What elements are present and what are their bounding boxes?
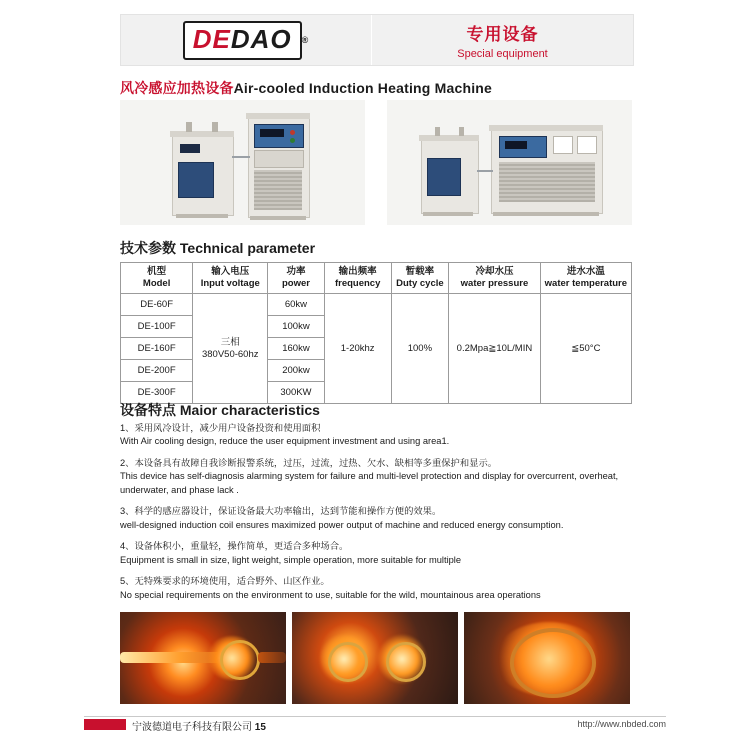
list-item: [120, 422, 632, 449]
cell-water-temperature: ≦50°C: [540, 294, 631, 404]
logo-text-primary: DE: [192, 23, 231, 54]
header-badge-cn: 专用设备: [466, 25, 539, 44]
col-input-voltage: 输入电压 Input voltage: [193, 263, 268, 294]
tech-parameter-table: [120, 262, 632, 404]
twin-coil-photo: [292, 612, 458, 704]
cell-power: 100kw: [268, 316, 324, 338]
col-power: 功率 power: [268, 263, 324, 294]
col-model: 机型 Model: [121, 263, 193, 294]
cell-power: 60kw: [268, 294, 324, 316]
characteristics-title: [120, 400, 320, 420]
characteristic-en: No special requirements on the environment to use, suitable for the wild, mountainous area operations: [120, 589, 541, 600]
cell-frequency: 1-20khz: [324, 294, 391, 404]
logo-text-secondary: DAO: [230, 23, 292, 54]
header-badge: [372, 15, 633, 65]
col-duty-cycle: 暂载率 Duty cycle: [391, 263, 449, 294]
characteristic-en: Equipment is small in size, light weight, simple operation, more suitable for multiple: [120, 554, 462, 565]
glowing-pipe-photo: [464, 612, 630, 704]
footer-url: http://www.nbded.com: [577, 719, 666, 729]
page-title: [120, 78, 492, 98]
cell-power: 200kw: [268, 360, 324, 382]
tech-parameter-title-cn: 技术参数: [120, 240, 176, 256]
cell-model: DE-160F: [121, 338, 193, 360]
characteristic-cn: 3、科学的感应器设计，保证设备最大功率输出，达到节能和操作方便的效果。: [120, 506, 442, 517]
characteristic-cn: 2、本设备具有故障自我诊断报警系统，过压，过流，过热、欠水、缺相等多重保护和显示。: [120, 457, 498, 468]
tech-parameter-title-en: Technical parameter: [179, 240, 316, 256]
list-item: [120, 575, 632, 602]
characteristics-title-cn: 设备特点: [120, 402, 176, 418]
list-item: [120, 540, 632, 567]
col-water-pressure: 冷却水压 water pressure: [449, 263, 541, 294]
characteristic-cn: 4、设备体积小，重量轻，操作简单，更适合多种场合。: [120, 541, 349, 552]
cell-model: DE-60F: [121, 294, 193, 316]
list-item: [120, 505, 632, 532]
logo-registered-mark: ®: [301, 35, 310, 45]
tech-parameter-title: [120, 238, 315, 258]
cell-duty-cycle: 100%: [391, 294, 449, 404]
footer-accent-bar: [84, 719, 126, 730]
induction-heater-photo-2: [387, 100, 632, 225]
cell-model: DE-300F: [121, 382, 193, 404]
page-title-en: Air-cooled Induction Heating Machine: [233, 80, 493, 96]
characteristic-en: With Air cooling design, reduce the user equipment investment and using area1.: [120, 436, 450, 447]
cell-model: DE-100F: [121, 316, 193, 338]
col-water-temperature: 进水水温 water temperature: [540, 263, 631, 294]
page-number: 15: [254, 722, 266, 733]
cell-model: DE-200F: [121, 360, 193, 382]
cell-power: 160kw: [268, 338, 324, 360]
footer-company-name: 宁波德道电子科技有限公司: [132, 722, 252, 733]
characteristic-en: This device has self-diagnosis alarming system for failure and multi-level protection and display for overcurrent, overheat, underwater, and phase lack .: [120, 471, 619, 495]
characteristics-list: [120, 422, 632, 610]
characteristic-cn: 1、采用风冷设计，减少用户设备投资和使用面积: [120, 423, 321, 433]
characteristic-cn: 5、无特殊要求的环境使用，适合野外、山区作业。: [120, 576, 330, 587]
characteristic-en: well-designed induction coil ensures maximized power output of machine and reduced energy consumption.: [120, 519, 564, 530]
header-badge-en: Special equipment: [457, 48, 548, 60]
table-row: [121, 294, 632, 316]
cell-water-pressure: 0.2Mpa≧10L/MIN: [449, 294, 541, 404]
characteristics-title-en: Maior characteristics: [179, 402, 320, 418]
cell-input-voltage: 三相 380V50-60hz: [193, 294, 268, 404]
page-title-cn: 风冷感应加热设备: [120, 80, 234, 96]
product-photo-row: [120, 100, 632, 225]
application-photo-row: [120, 612, 632, 704]
brand-logo: [121, 15, 371, 65]
col-frequency: 输出频率 frequency: [324, 263, 391, 294]
table-header-row: [121, 263, 632, 294]
page-header: [120, 14, 634, 66]
footer-company: [132, 718, 266, 733]
list-item: [120, 457, 632, 497]
footer-divider: [84, 716, 666, 717]
induction-heater-photo-1: [120, 100, 365, 225]
cell-power: 300KW: [268, 382, 324, 404]
heated-bar-photo: [120, 612, 286, 704]
